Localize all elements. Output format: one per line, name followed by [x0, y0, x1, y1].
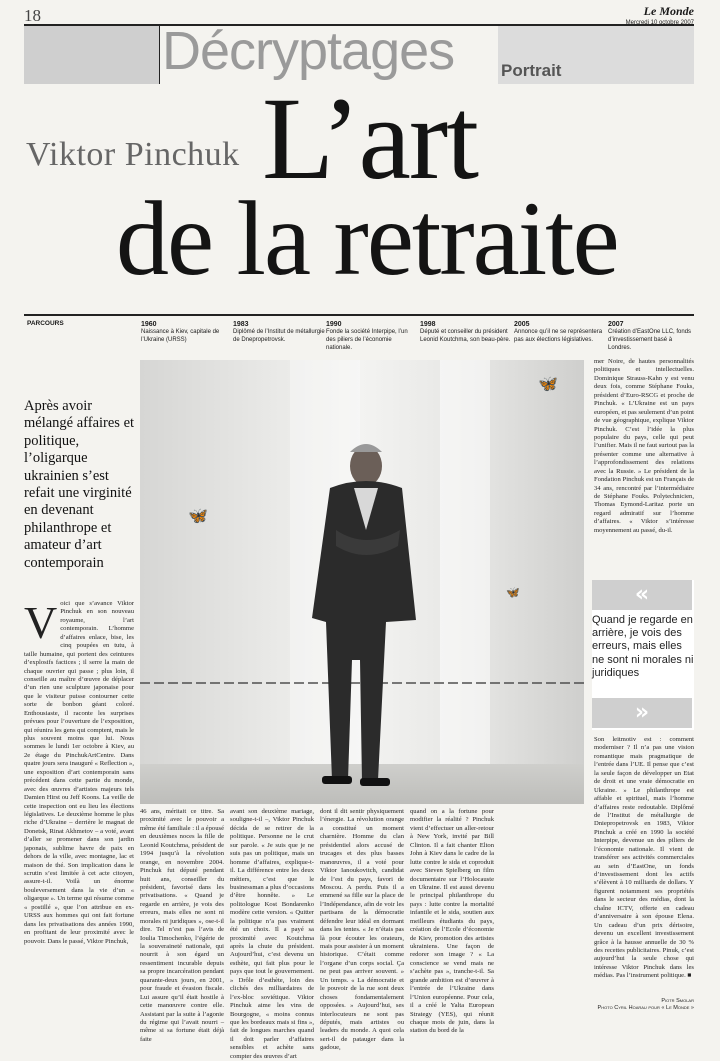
drop-cap: V	[24, 597, 58, 648]
author-credit: Piotr Smolar	[661, 998, 694, 1004]
masthead	[626, 4, 694, 26]
headline-line-1: L’art	[262, 73, 477, 204]
article-text: oici que s’avance Viktor Pinchuk en son nouveau royaume, l’art contemporain. L’homme d’affaires enlace, bise, les cinq poupées en tutu, à taille humaine, qui portent des ceintures d’explosifs factices ; il serre la main de chaque ouvrier qui passe ; plus loin, il conseille au maître d’œuvre de déplacer d’un rien une sculpture japonaise pour que le visiteur puisse contourner cette sorte de bonbon géant coloré. Enthousiaste, il raconte les surprises prévues pour l’ouverture de l’exposition, qui réunira les gens qui comptent, mais le plus souvent moins que lui. Nous sommes le lundi 1er octobre à Kiev, au 2e étage du PinchukArtCentre. Dans quatre jours sera inauguré « Reflection », une exposition d’art contemporain sans précédent dans cette partie du monde, avec des œuvres d’artistes majeurs tels Damien Hirst ou Jeff Koons. La veille de cette inspection ont eu lieu les élections législatives. Le deuxième homme le plus riche d’Ukraine – derrière le magnat de Donetsk, Rinat Akhmetov – a voté, avant d’aller se promener dans son jardin japonais, sublime havre de paix en dehors de la ville, avec montagne, lac et maison de thé. Son implication dans le scrutin s’est limitée à cet acte citoyen, assure-t-il. Voilà un énorme bouleversement dans la vie d’un « oligarque ». Un terme qui résume comme « postillé », que l’on attribue en ex-URSS aux hommes qui ont fait fortune dans les privatisations des années 1990, en profitant de leur proximité avec le pouvoir. Dans le passé, Viktor Pinchuk,	[24, 600, 134, 945]
article-column-1	[24, 597, 134, 1020]
butterfly-icon: 🦋	[538, 374, 558, 393]
article-column-4: dont il dit sentir physiquement l’énergie. La révolution orange a constitué un moment charnière. Homme du clan présidentiel alors accusé de trucages et des plus basses manœuvres, il a voté pour Viktor Ianoukovitch, candidat de l’est du pays, favori de Moscou. A perdu. Puis il a emmené sa fille sur la place de l’Indépendance, afin de voir les partisans de la démocratie défendre leur idéal en dormant dans les tentes. « Je n’étais pas là pour écouter les orateurs, mais pour assister à un moment historique. C’était comme l’organe d’un corps social. Ça ne peut pas arriver souvent. » Un temps. « La démocratie et le pouvoir de la rue sont deux choses fondamentalement opposées. » Aujourd’hui, ses interlocuteurs ne sont pas députés, mais artistes ou leaders du monde. A quoi cela sert-il de patauger dans la gadoue,	[320, 808, 404, 1052]
timeline-text: Diplômé de l’Institut de métallurgie de Dnepropetrovsk.	[233, 329, 325, 343]
timeline-text: Député et conseiller du président Leonid Koutchma, son beau-père.	[420, 329, 511, 343]
timeline-text: Naissance à Kiev, capitale de l’Ukraine (URSS)	[141, 329, 220, 343]
article-column-6-bottom: Son leitmotiv est : comment moderniser ? Il n’a pas une vision romantique mais pragmatique de l’entrée dans l’UE. Il pense que c’est la seule façon de développer un Etat de droit et une vraie démocratie en Ukraine. » Le philanthrope est affable et spirituel, mais l’homme d’affaires reste redoutable. Diplômé de l’Institut de métallurgie de Dniepropetrovsk en 1983, Viktor Pinchuk a créé en 1990 la société Interpipe, devenue un des piliers de l’économie nationale. Il vient de transférer ses activités commerciales au sein d’EastOne, un fonds d’investissement dont les actifs s’élèvent à 10 milliards de dollars. Y figurent notamment ses propriétés dans le secteur des médias, dont la chaîne ICTV, offerte en cadeau d’anniversaire à son épouse Elena. Un cadeau d’un prix dérisoire, devenu un excellent investissement grâce à la hausse annuelle de 30 % des recettes publicitaires. Pinuk, c’est aujourd’hui la seule chose qui intéresse Viktor Pinchuk dans les médias. Pas l’instrument politique. ■	[594, 736, 694, 980]
timeline-item	[141, 320, 233, 345]
timeline-year: 2005	[514, 321, 530, 328]
timeline-text: Création d’EastOne LLC, fonds d’investissement basé à Londres.	[608, 329, 692, 351]
pull-quote	[592, 580, 694, 730]
timeline-text: Fonde la société Interpipe, l’un des piliers de l’économie nationale.	[326, 329, 408, 351]
parcours-label: PARCOURS	[27, 320, 64, 327]
page-number: 18	[24, 6, 41, 25]
portrait-photo	[140, 360, 584, 804]
rubric-title: Décryptages	[162, 21, 455, 81]
timeline-year: 1990	[326, 321, 342, 328]
timeline-year: 1998	[420, 321, 436, 328]
newspaper-logo: Le Monde	[643, 4, 694, 18]
rubric-divider	[159, 26, 160, 84]
photo-credit: Photo Cyril Hoarau pour « Le Monde »	[597, 1005, 694, 1012]
man-figure	[140, 360, 584, 804]
quote-open-icon: «	[592, 580, 692, 610]
article-lede: Après avoir mélangé affaires et politique, l’oligarque ukrainien s’est refait une virginité en devenant philanthrope et amateur d’art contemporain	[24, 398, 135, 571]
butterfly-icon: 🦋	[506, 586, 520, 599]
timeline-text: Annonce qu’il ne se représentera pas aux élections législatives.	[514, 329, 603, 343]
timeline-year: 2007	[608, 321, 624, 328]
pull-quote-text: Quand je regarde en arrière, je vois des erreurs, mais elles ne sont ni morales ni juridiques	[592, 614, 694, 679]
quote-close-icon: »	[592, 698, 692, 728]
subject-name: Viktor Pinchuk	[26, 136, 240, 173]
parcours-timeline	[24, 314, 694, 354]
butterfly-icon: 🦋	[188, 506, 208, 525]
timeline-item	[233, 320, 325, 345]
timeline-item	[326, 320, 418, 352]
timeline-item	[420, 320, 512, 345]
timeline-item	[608, 320, 694, 352]
timeline-year: 1960	[141, 321, 157, 328]
rubric-section-block	[498, 26, 694, 84]
section-label: Portrait	[501, 61, 562, 80]
rubric-grey-block	[24, 26, 159, 84]
article-column-2: 46 ans, méritait ce titre. Sa proximité avec le pouvoir a même été familiale : il a épousé en deuxièmes noces la fille de Leonid Koutchma, président de 1994 jusqu’à la révolution orange, en novembre 2004. Pinchuk fut député pendant huit ans, conseiller du président, favorisé dans les privatisations. « Quand je regarde en arrière, je vois des erreurs, mais elles ne sont ni morales ni juridiques », ose-t-il dire. Tel n’est pas l’avis de Ioulia Timochenko, l’égérie de la souveraineté nationale, qui nourrit à son égard un ressentiment incurable depuis sa propre incarcération pendant quarante-deux jours, en 2001, pour fraude et évasion fiscale. Lui assure qu’il était hostile à cette manœuvre contre elle. Assistant par la suite à l’agonie du régime qui l’avait nourri – même si sa fortune était déjà faite	[140, 808, 224, 1043]
article-column-3: avant son deuxième mariage, souligne-t-il –, Viktor Pinchuk décida de se retirer de la politique. Personne ne le crut sur parole. « Je suis que je ne suis pas un politique, mais un homme d’affaires, explique-t-il. La différence entre les deux métiers, c’est que le businessman a plus d’occasions d’être honnête. » Le politologue Kost Bondarenko modère cette version. « Quitter la politique n’a pas vraiment été un choix. Il a payé sa proximité avec Koutchma après la chute du président. Aujourd’hui, c’est devenu un esthète, qui fait plus pour le pays que tout le gouvernement. » Drôle d’esthète, loin des clichés des milliardaires de l’ex-bloc soviétique. Viktor Pinchuk aime les vins de Bourgogne, « moins connus que les bordeaux mais si fins », fait de longues marches quand il doit parler d’affaires sensibles et achète sans compter des œuvres d’art	[230, 808, 314, 1060]
timeline-item	[514, 320, 606, 345]
article-column-6-top: mer Noire, de hautes personnalités politiques et intellectuelles. Dominique Strauss-Kahn y est venu deux fois, comme Stéphane Fouks, président d’Euro-RSCG et proche de Pinchuk. « L’Ukraine est un pays européen, et pas seulement d’un point de vue géographique, explique Viktor Pinchuk. C’est l’idée la plus populaire du pays, celle qui peut l’unifier. Mais il ne faut surtout pas la présenter comme une alternative à l’approfondissement des relations avec la Russie. » Le président de la Fondation Pinchuk est un Français de 34 ans, rencontré par l’intermédiaire de Stéphane Fouks. Polytechnicien, Thomas Eymond-Laritaz porte un regard admiratif sur l’homme d’affaires. « Viktor s’intéresse moyennement au passé, du-il.	[594, 358, 694, 534]
credits	[598, 998, 694, 1012]
issue-date: Mercredi 10 octobre 2007	[625, 20, 694, 26]
timeline-year: 1983	[233, 321, 249, 328]
headline-line-2: de la retraite	[116, 180, 618, 297]
article-column-5: quand on a la fortune pour modifier la réalité ? Pinchuk vient d’effectuer un aller-retour à New York, invité par Bill Clinton. Il a fait chanter Elton John à Kiev dans le cadre de la lutte contre le sida et coproduit avec Steven Spielberg un film documentaire sur l’Holocauste en Ukraine. Il est aussi devenu le principal philanthrope du pays : lutte contre la mortalité infantile et le sida, soutien aux meilleurs étudiants du pays, création de l’Ecole d’économie de Kiev, promotion des artistes ukrainiens. Une façon de redorer son image ? « La conscience se vend mais ne s’achète pas », tranche-t-il. Sa grande ambition est d’œuvrer à l’entrée de l’Ukraine dans l’Union européenne. Pour cela, il a créé le Yalta European Strategy (YES), qui réunit chaque mois de juin, dans la station du bord de la	[410, 808, 494, 1035]
